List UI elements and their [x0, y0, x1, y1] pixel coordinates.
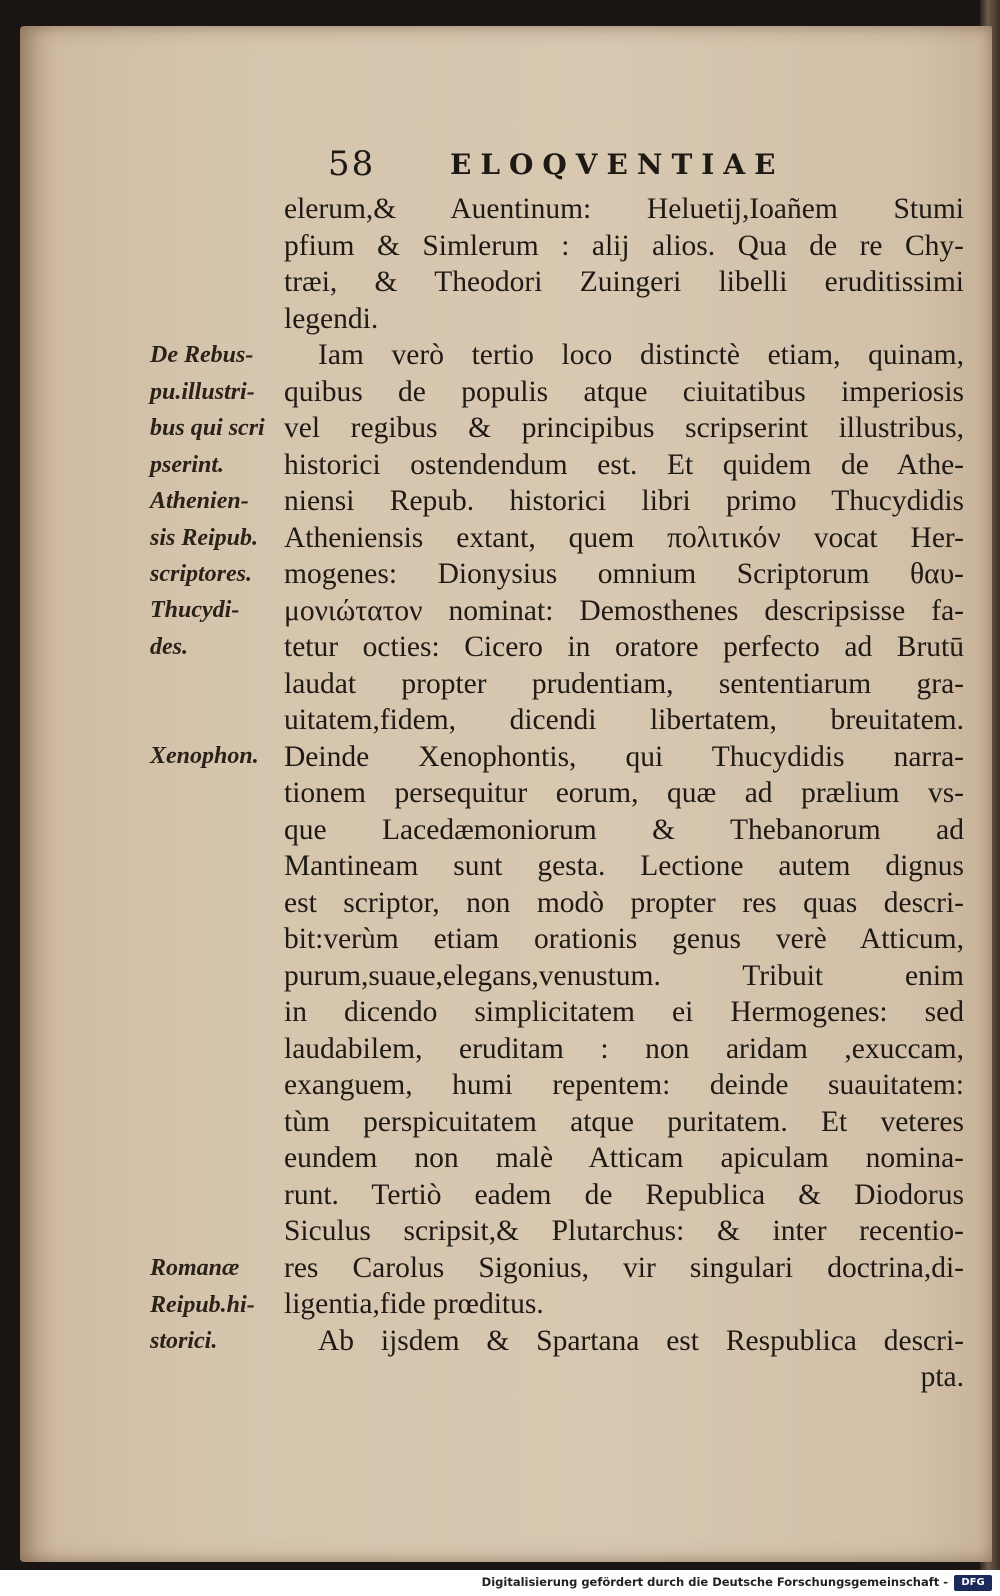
- body-text: [284, 191, 964, 1396]
- page-header: [20, 144, 992, 194]
- text-line: træi, & Theodori Zuingeri libelli eruditissimi: [284, 266, 964, 298]
- book-page: [20, 26, 992, 1562]
- footer-bar: [0, 1570, 1000, 1596]
- margin-note-line: scriptores.: [150, 561, 252, 587]
- margin-note-line: Thucydi-: [150, 597, 240, 623]
- margin-note-line: Reipub.hi-: [150, 1291, 255, 1318]
- margin-note-line: pu.illustri-: [150, 378, 255, 405]
- text-line: ligentia,fide prœditus.: [284, 1288, 544, 1320]
- margin-note-romanae: [150, 1250, 300, 1360]
- text-line: niensi Repub. historici libri primo Thucydidis: [284, 485, 964, 517]
- margin-note-line: bus qui scri: [150, 415, 265, 441]
- catchword: pta.: [920, 1361, 964, 1393]
- text-line: est scriptor, non modò propter res quas descri-: [284, 886, 964, 919]
- text-line: in dicendo simplicitatem ei Hermogenes: sed: [284, 996, 964, 1028]
- text-line: pfium & Simlerum : alij alios. Qua de re Chy-: [284, 229, 964, 262]
- text-line: tetur octies: Cicero in oratore perfecto ad Brutū: [284, 631, 964, 663]
- text-line: eundem non malè Atticam apiculam nomina-: [284, 1142, 964, 1174]
- text-line: laudat propter prudentiam, sententiarum gra-: [284, 667, 964, 700]
- text-line: tionem persequitur eorum, quæ ad prælium vs-: [284, 777, 964, 809]
- text-line: Mantineam sunt gesta. Lectione autem dignus: [284, 850, 964, 882]
- text-line: purum,suaue,elegans,venustum. Tribuit enim: [284, 959, 964, 992]
- margin-note-line: sis Reipub.: [150, 524, 259, 551]
- margin-note-line: De Rebus-: [150, 342, 254, 368]
- margin-note-line: Xenophon.: [150, 743, 259, 769]
- margin-note-line: Athenien-: [150, 488, 249, 514]
- text-line: laudabilem, eruditam : non aridam ,exuccam,: [284, 1032, 964, 1065]
- text-line: μονιώτατον nominat: Demosthenes descripsisse fa-: [284, 594, 964, 627]
- margin-note-line: pserint.: [150, 451, 225, 478]
- margin-note-line: storici.: [150, 1328, 218, 1354]
- text-line: exanguem, humi repentem: deinde suauitatem:: [284, 1069, 964, 1101]
- text-line: Deinde Xenophontis, qui Thucydidis narra-: [284, 740, 964, 773]
- text-line: runt. Tertiò eadem de Republica & Diodorus: [284, 1178, 964, 1211]
- text-line: legendi.: [284, 302, 379, 335]
- text-line: bit:verùm etiam orationis genus verè Atticum,: [284, 923, 964, 955]
- text-line: vel regibus & principibus scripserint illustribus,: [284, 412, 964, 444]
- running-head: ELOQVENTIAE: [450, 148, 785, 181]
- margin-note-line: Romanæ: [150, 1255, 240, 1281]
- text-line: Atheniensis extant, quem πολιτικόν vocat Her-: [284, 521, 964, 554]
- text-line: tùm perspicuitatem atque puritatem. Et veteres: [284, 1105, 964, 1138]
- text-line: uitatem,fidem, dicendi libertatem, breuitatem.: [284, 704, 964, 736]
- margin-note-thucydides: [150, 592, 300, 665]
- margin-note-atheniensis: [150, 483, 300, 593]
- funding-notice: Digitalisierung gefördert durch die Deutsche Forschungsgemeinschaft -: [481, 1575, 948, 1589]
- margin-note-xenophon: [150, 738, 300, 775]
- margin-note-line: des.: [150, 633, 188, 660]
- text-line: Ab ijsdem & Spartana est Respublica descri-: [318, 1324, 964, 1357]
- text-line: res Carolus Sigonius, vir singulari doctrina,di-: [284, 1251, 964, 1284]
- text-line: mogenes: Dionysius omnium Scriptorum θαυ-: [284, 558, 964, 590]
- text-line: quibus de populis atque ciuitatibus imperiosis: [284, 375, 964, 408]
- text-line: que Lacedæmoniorum & Thebanorum ad: [284, 813, 964, 846]
- text-line: historici ostendendum est. Et quidem de Athe-: [284, 448, 964, 481]
- text-line: elerum,& Auentinum: Heluetij,Ioañem Stumi: [284, 193, 964, 225]
- page-number: 58: [328, 144, 376, 184]
- text-line: Iam verò tertio loco distinctè etiam, quinam,: [318, 339, 964, 371]
- text-line: Siculus scripsit,& Plutarchus: & inter recentio-: [284, 1215, 964, 1247]
- margin-note-de-rebuspublicis: [150, 337, 300, 483]
- dfg-logo: DFG: [954, 1575, 992, 1591]
